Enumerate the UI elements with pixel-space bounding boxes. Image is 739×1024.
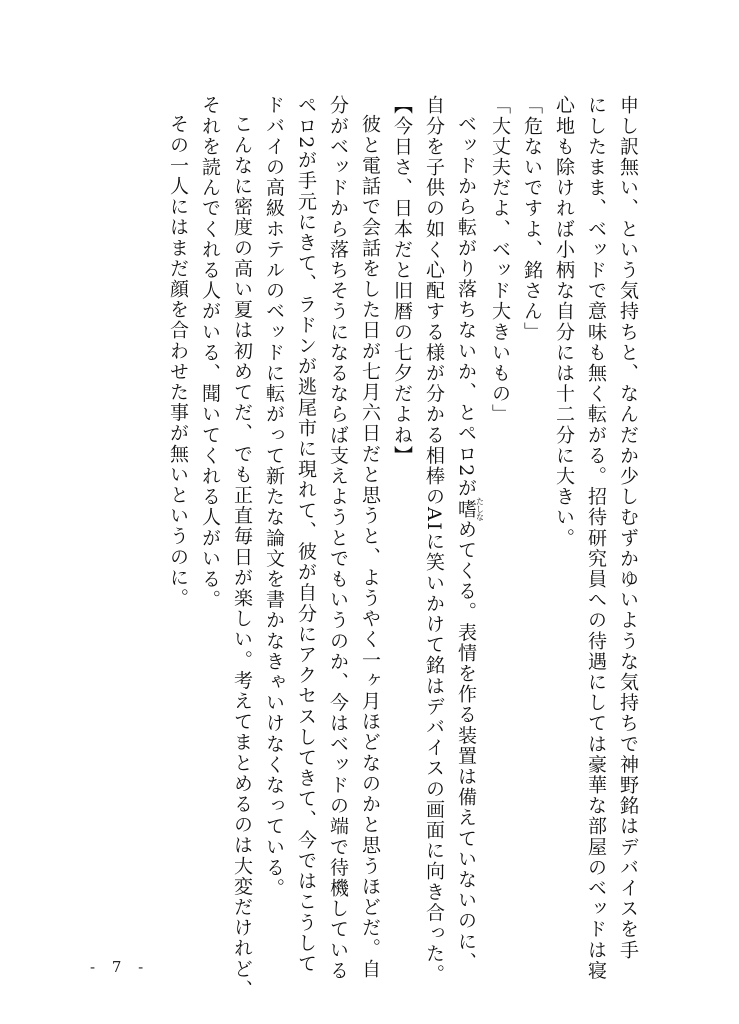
text-line: その一人にはまだ顔を合わせた事が無いというのに。 xyxy=(167,114,189,609)
page-number: - 7 - xyxy=(90,958,150,976)
text-line: こんなに密度の高い夏は初めてだ、でも正直毎日が楽しい。考えてまとめるのは大変だけれど、 xyxy=(231,114,253,1000)
text-line: 自分を子供の如く心配する様が分かる相棒のAIに笑いかけて銘はデバイスの画面に向き合った。 xyxy=(423,95,445,985)
ruby-reading: たしな xyxy=(475,496,485,521)
text-line: 申し訳無い、という気持ちと、なんだか少しむずかゆいような気持ちで神野銘はデバイスを手 xyxy=(617,95,639,961)
dialogue-line: 「大丈夫だよ、ベッド大きいもの」 xyxy=(489,95,511,425)
vertical-body-text xyxy=(162,95,644,1000)
message-line: 【今日さ、日本だと旧暦の七夕だよね】 xyxy=(391,95,413,466)
text-line: ペロ2が手元にきて、ラドンが逃尾市に現れて、彼が自分にアクセスしてきて、今ではこうして xyxy=(295,95,317,974)
text-segment: ベッドから転がり落ちないか、とペロ2が xyxy=(455,114,477,499)
text-line: それを読んでくれる人がいる、聞いてくれる人がいる。 xyxy=(199,95,221,610)
text-line: ドバイの高級ホテルのベッドに転がって新たな論文を書かなきゃいけなくなっている。 xyxy=(263,95,285,899)
text-line: 彼と電話で会話をした日が七月六日だと思うと、ようやく一ヶ月ほどなのかと思うほどだ。自 xyxy=(359,114,381,980)
dialogue-line: 「危ないですよ、銘さん」 xyxy=(521,95,543,343)
ruby-base: 嗜 xyxy=(455,496,477,521)
text-line: 心地も除ければ小柄な自分には十二分に大きい。 xyxy=(553,95,575,549)
ruby-annotation xyxy=(455,496,485,521)
text-segment: めてくる。表情を作る装置は備えていないのに、 xyxy=(455,519,477,973)
text-line: 分がベッドから落ちそうになるならば支えようとでもいうのか、今はベッドの端で待機している xyxy=(327,95,349,981)
text-line-with-ruby xyxy=(450,95,485,973)
text-line: にしたまま、ベッドで意味も無く転がる。招待研究員への待遇にしては豪華な部屋のベッドは寝 xyxy=(585,95,607,981)
